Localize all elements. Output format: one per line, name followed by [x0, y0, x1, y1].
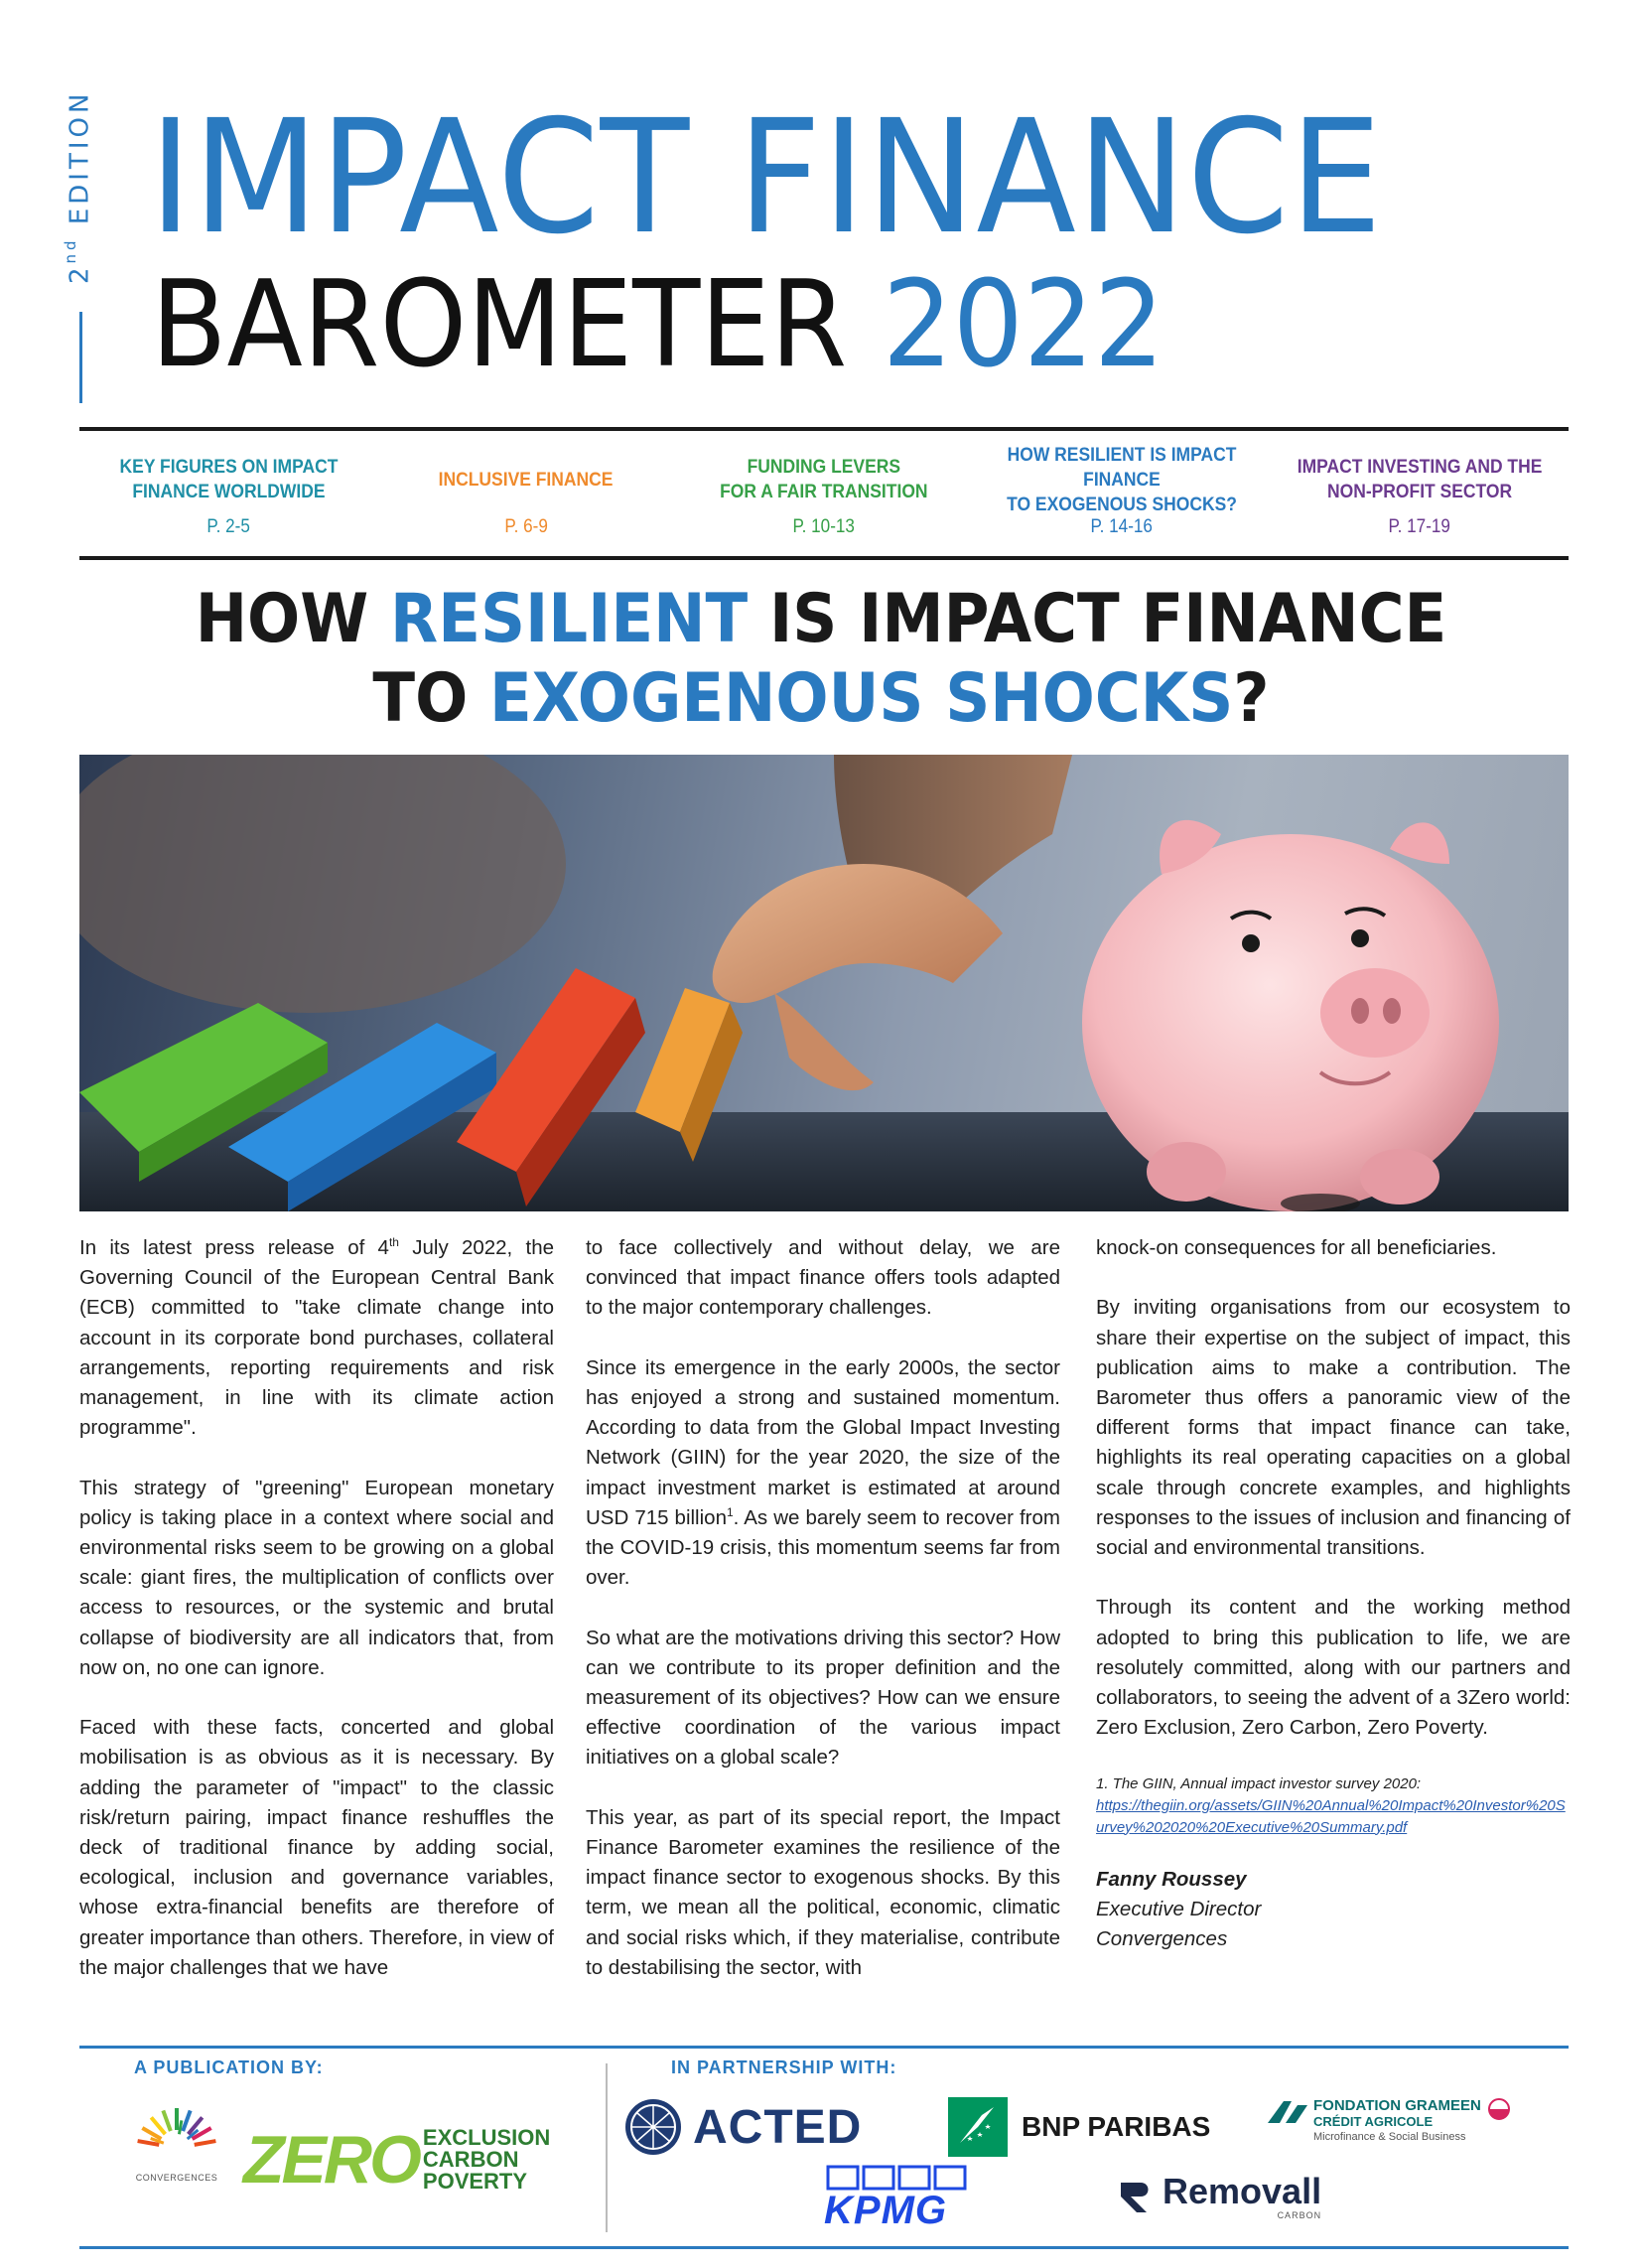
nav-item-label: FUNDING LEVERS FOR A FAIR TRANSITION — [720, 457, 928, 502]
paragraph: Since its emergence in the early 2000s, the sector has enjoyed a strong and sustained momentum. According to data from the Global Impact Investing Network (GIIN) for the year 2020, the size of the impact investment market is estimated at around USD 715 billion$^1$. As we barely seem to recover from the COVID-19 crisis, this momentum seems far from over. — [586, 1355, 1060, 1590]
bnp-paribas-logo[interactable] — [948, 2095, 1210, 2159]
acted-wordmark: ACTED — [693, 2100, 863, 2154]
headline-highlight: RESILIENT — [390, 580, 749, 658]
paragraph: By inviting organisations from our ecosystem to share their expertise on the subject of impact, this publication aims to make a contribution. The Barometer thus offers a panoramic view of the different forms that impact finance can take, highlights its real operating capacities on a global scale through concrete examples, and highlights responses to the issues of inclusion and financing of social and environmental transitions. — [1096, 1296, 1571, 1560]
paragraph: This strategy of "greening" European monetary policy is taking place in a context where social and environmental risks seem to be growing on a global scale: giant fires, the multiplication of conflicts over access to resources, or the systemic and brutal collapse of biodiversity are all indicators that, from now on, no one can ignore. — [79, 1476, 554, 1679]
footer-bottom-rule — [79, 2246, 1569, 2249]
nav-item-label: KEY FIGURES ON IMPACT FINANCE WORLDWIDE — [119, 457, 338, 502]
editorial-text — [79, 1233, 1578, 1998]
title-year: 2022 — [882, 256, 1164, 394]
title-barometer-2022 — [151, 256, 1443, 394]
text-column-3 — [1096, 1233, 1571, 1954]
removall-logo[interactable] — [1117, 2165, 1321, 2228]
credit-agricole-icon — [1266, 2097, 1309, 2127]
section-nav — [79, 433, 1569, 556]
headline-text: TO — [372, 659, 490, 738]
background-hand-blur — [79, 755, 566, 1013]
partnership-label: IN PARTNERSHIP WITH: — [671, 2057, 897, 2077]
paragraph: Through its content and the working method adopted to bring this publication to life, we are resolutely committed, along with our partners and collaborators, to seeing the advent of a 3Zero world: Zero Exclusion, Zero Carbon, Zero Poverty. — [1096, 1596, 1571, 1740]
removall-sub: CARBON — [1277, 2210, 1322, 2220]
footnote-link[interactable]: https://thegiin.org/assets/GIIN%20Annual%20Impact%20Investor%20Survey%202020%20Executive%20Summary.pdf — [1096, 1796, 1566, 1836]
zero-wordmark: ZERO — [243, 2122, 419, 2197]
footer-divider — [606, 2063, 608, 2232]
nav-item-page: P. 2-5 — [206, 516, 250, 537]
nav-item-resilience[interactable] — [973, 433, 1271, 556]
headline-text: IS IMPACT FINANCE — [748, 580, 1447, 658]
bnp-stars-icon — [948, 2097, 1008, 2157]
nav-item-page: P. 10-13 — [792, 516, 856, 537]
edition-label: 2nd EDITION — [62, 89, 95, 284]
acted-logo[interactable] — [623, 2095, 862, 2159]
edition-rule — [79, 312, 82, 403]
paragraph: This year, as part of its special report, the Impact Finance Barometer examines the resilience of the impact finance sector to exogenous shocks. By this term, we mean all the political, economic, climatic and social risks which, if they materialise, contribute to destabilising the sector, with — [586, 1805, 1060, 1979]
convergences-logo[interactable] — [127, 2103, 226, 2202]
zero-word: CARBON — [422, 2147, 519, 2172]
paragraph: to face collectively and without delay, we are convinced that impact finance offers tools adapted to the major contemporary challenges. — [586, 1236, 1060, 1320]
publication-label: A PUBLICATION BY: — [134, 2057, 324, 2077]
headline-highlight: EXOGENOUS SHOCKS — [489, 659, 1234, 738]
nav-item-page: P. 6-9 — [504, 516, 548, 537]
signature-role: Executive Director — [1096, 1897, 1262, 1920]
convergences-burst-icon — [137, 2103, 216, 2173]
grameen-text — [1313, 2097, 1481, 2145]
title-barometer: BAROMETER — [151, 256, 848, 394]
grameen-line3: Microfinance & Social Business — [1313, 2131, 1466, 2143]
zero-word: EXCLUSION — [422, 2125, 551, 2150]
bnp-wordmark: BNP PARIBAS — [1022, 2111, 1211, 2142]
removall-wordmark: Removall — [1163, 2171, 1322, 2211]
paragraph: So what are the motivations driving this sector? How can we contribute to its proper definition and the measurement of its objectives? How can we ensure effective coordination of the various impact initiatives on a global scale? — [586, 1626, 1060, 1770]
acted-globe-icon — [623, 2097, 683, 2157]
edition-badge — [62, 77, 101, 405]
nav-bottom-rule — [79, 556, 1569, 560]
footnote-label: 1. The GIIN, Annual impact investor survey 2020: — [1096, 1774, 1422, 1792]
removall-text — [1163, 2173, 1321, 2220]
text-column-2 — [586, 1233, 1060, 1983]
piggy-bank — [1082, 820, 1499, 1211]
nav-item-key-figures[interactable] — [79, 433, 377, 556]
page-headline — [0, 580, 1642, 739]
nav-top-rule — [79, 427, 1569, 431]
grameen-line1: FONDATION GRAMEEN — [1313, 2097, 1481, 2114]
paragraph: knock-on consequences for all beneficiaries. — [1096, 1236, 1497, 1259]
convergences-wordmark: CONVERGENCES — [135, 2173, 218, 2183]
nav-item-label: HOW RESILIENT IS IMPACT FINANCE TO EXOGENOUS SHOCKS? — [1007, 444, 1237, 515]
removall-r-icon — [1117, 2177, 1157, 2216]
nav-item-funding-levers[interactable] — [675, 433, 973, 556]
headline-text: HOW — [195, 580, 391, 658]
kpmg-boxes-icon — [824, 2165, 973, 2191]
text-column-1 — [79, 1233, 554, 1983]
grameen-credit-agricole-logo[interactable] — [1266, 2097, 1511, 2153]
paragraph: In its latest press release of 4th July 2022, the Governing Council of the European Central Bank (ECB) committed to "take climate change into account in its corporate bond purchases, collateral arrangements, reporting requirements and risk management, in line with its climate action programme". — [79, 1235, 554, 1440]
paragraph: Faced with these facts, concerted and global mobilisation is as obvious as it is necessary. By adding the parameter of "impact" to the classic risk/return pairing, impact finance reshuffles the deck of traditional finance by adding social, ecological, inclusion and governance variables, whose extra-financial benefits are therefore of greater importance than others. Therefore, in view of the major challenges that we have — [79, 1716, 554, 1979]
nav-item-page: P. 14-16 — [1090, 516, 1154, 537]
footer-top-rule — [79, 2046, 1569, 2049]
nav-item-page: P. 17-19 — [1388, 516, 1451, 537]
zero-exclusion-logo[interactable] — [243, 2122, 551, 2197]
nav-item-label: INCLUSIVE FINANCE — [439, 469, 614, 491]
hand-pushing-block — [713, 755, 1072, 1090]
hero-image — [79, 755, 1569, 1211]
nav-item-label: IMPACT INVESTING AND THE NON-PROFIT SECTOR — [1297, 457, 1543, 502]
signature-name: Fanny Roussey — [1096, 1867, 1247, 1891]
nav-item-inclusive-finance[interactable] — [377, 433, 675, 556]
kpmg-wordmark: KPMG — [824, 2189, 947, 2232]
grameen-line2: CRÉDIT AGRICOLE — [1313, 2114, 1434, 2129]
zero-word: POVERTY — [422, 2169, 528, 2194]
signature — [1096, 1865, 1571, 1954]
title-impact-finance: IMPACT FINANCE — [149, 86, 1384, 269]
signature-organisation: Convergences — [1096, 1926, 1228, 1950]
grameen-circle-icon — [1487, 2097, 1511, 2121]
nav-item-non-profit[interactable] — [1271, 433, 1569, 556]
zero-words — [423, 2127, 550, 2193]
kpmg-logo[interactable] — [824, 2165, 983, 2234]
footnote — [1096, 1773, 1571, 1839]
headline-text: ? — [1233, 659, 1270, 738]
hero-illustration — [79, 755, 1569, 1211]
